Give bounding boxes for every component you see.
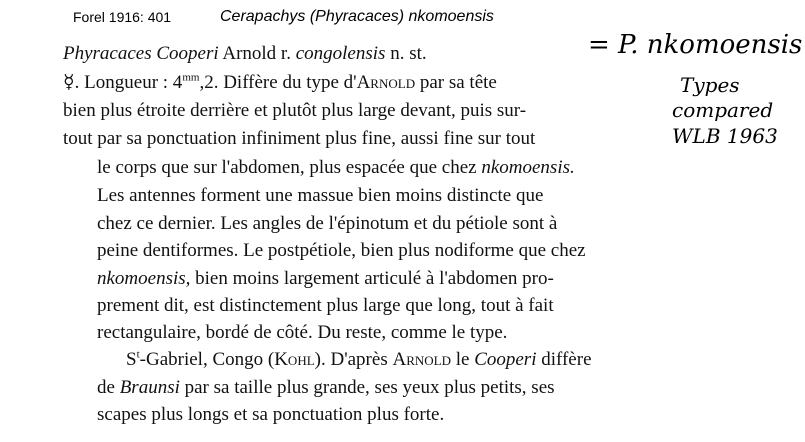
text-line-7: chez ce dernier. Les angles de l'épinotum et du pétiole sont à	[97, 213, 558, 234]
author-name: Arnold	[356, 72, 416, 93]
text-line-13	[97, 377, 555, 399]
text-line-14: scapes plus longs et sa ponctuation plus forte.	[97, 404, 445, 425]
text-fragment: ). D'après	[314, 349, 393, 370]
text-line-10: prement dit, est distinctement plus large que long, tout à fait	[97, 295, 554, 316]
text-fragment: ☿. Longueur : 4	[63, 72, 183, 93]
text-fragment: par sa taille plus grande, ses yeux plus petits, ses	[179, 377, 555, 398]
text-fragment: Arnold r.	[218, 43, 296, 64]
text-fragment: S	[126, 349, 137, 370]
text-line-2	[63, 72, 497, 94]
taxon-header: Cerapachys (Phyracaces) nkomoensis	[220, 8, 494, 25]
race-name: congolensis	[295, 43, 386, 64]
text-fragment: diffère	[536, 349, 592, 370]
text-fragment: ,2. Diffère du type d'	[199, 72, 357, 93]
text-fragment: n. st.	[385, 43, 427, 64]
handwritten-note-line-2: Types	[680, 73, 740, 97]
text-fragment: bien moins largement articulé à l'abdomen pro-	[190, 268, 554, 289]
text-fragment: de	[97, 377, 120, 398]
author-name: Arnold	[392, 349, 451, 370]
species-name: Braunsi	[119, 377, 180, 398]
saint-superscript: t	[136, 348, 140, 361]
text-line-8: peine dentiformes. Le postpétiole, bien plus nodiforme que chez	[97, 240, 586, 261]
handwritten-note-line-1: = P. nkomoensis	[588, 30, 803, 60]
text-fragment: le	[450, 349, 475, 370]
text-fragment: le corps que sur l'abdomen, plus espacée que chez	[97, 157, 482, 178]
text-line-1	[63, 43, 427, 65]
text-line-5	[97, 157, 575, 179]
handwritten-note-line-3: compared	[672, 98, 774, 122]
text-fragment: par sa tête	[415, 72, 497, 93]
handwritten-note-line-4: WLB 1963	[672, 124, 778, 148]
species-name: nkomoensis,	[97, 268, 191, 289]
text-line-11: rectangulaire, bordé de côté. Du reste, comme le type.	[97, 322, 508, 343]
text-fragment: -Gabriel, Congo (	[139, 349, 275, 370]
species-name: nkomoensis.	[481, 157, 575, 178]
unit-superscript: mm	[182, 71, 200, 84]
text-line-6: Les antennes forment une massue bien moins distincte que	[97, 185, 544, 206]
text-line-12	[126, 349, 592, 371]
species-name: Cooperi	[474, 349, 537, 370]
collector-name: Kohl	[274, 349, 315, 370]
text-line-3: bien plus étroite derrière et plutôt plus large devant, puis sur-	[63, 100, 527, 121]
genus-name: Phyracaces Cooperi	[63, 43, 219, 64]
text-line-4: tout par sa ponctuation infiniment plus fine, aussi fine sur tout	[63, 128, 536, 149]
text-line-9	[97, 268, 554, 290]
citation-header: Forel 1916: 401	[73, 9, 172, 25]
